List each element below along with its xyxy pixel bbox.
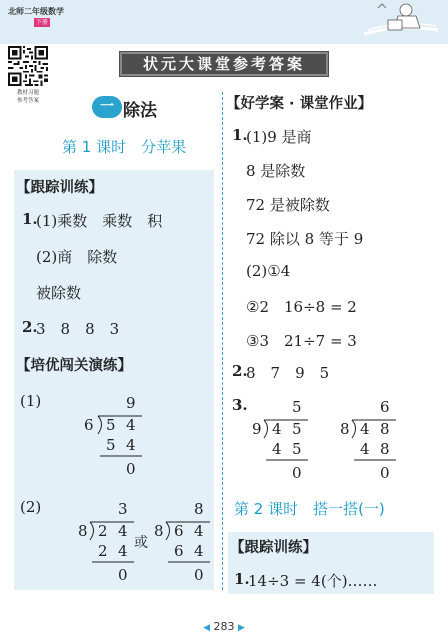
- d2b-dividend-tens: 6: [174, 522, 184, 540]
- r-q1-line3: 72 是被除数: [246, 196, 330, 214]
- d2b-divisor: 8: [154, 522, 164, 540]
- r-q1-line5: (2)①4: [246, 262, 291, 280]
- r-q2-answers: 8 7 9 5: [246, 364, 330, 382]
- q1-line2: (2)商 除数: [36, 248, 118, 266]
- r-q4-number: 1.: [234, 570, 250, 588]
- q1-line1: (1)乘数 乘数 积: [36, 212, 163, 230]
- d1-dividend-ones: 4: [126, 416, 136, 434]
- r3a-product-ones: 5: [292, 440, 302, 458]
- r-q1-line6: ②2 16÷8 = 2: [246, 298, 357, 316]
- r3b-product-ones: 8: [380, 440, 390, 458]
- q2-number: 2.: [22, 318, 38, 336]
- d2-label: (2): [20, 498, 42, 516]
- page-number: [196, 620, 252, 633]
- r3b-divisor: 8: [340, 420, 350, 438]
- r-q3-number: 3.: [232, 396, 248, 414]
- page-banner: 状元大课堂参考答案: [120, 52, 328, 76]
- r3b-dividend-tens: 4: [360, 420, 370, 438]
- r3a-quotient: 5: [292, 398, 302, 416]
- unit-title: 除法: [123, 101, 157, 121]
- r3a-divisor: 9: [252, 420, 262, 438]
- r3b-quotient: 6: [380, 398, 390, 416]
- d2a-dividend-tens: 2: [98, 522, 108, 540]
- long-division-3b: [340, 398, 404, 482]
- long-division-2b: [154, 500, 218, 584]
- r3b-dividend-ones: 8: [380, 420, 390, 438]
- d1-product-tens: 5: [106, 436, 116, 454]
- unit-number: 一: [100, 99, 114, 115]
- r-q4-text: 14÷3 = 4(个)……: [248, 572, 378, 590]
- column-divider: [222, 92, 223, 590]
- d2b-product-tens: 6: [174, 542, 184, 560]
- d1-product-ones: 4: [126, 436, 136, 454]
- or-word: 或: [134, 535, 148, 551]
- r3b-bracket: [352, 420, 356, 438]
- d2b-remainder: 0: [194, 566, 204, 584]
- r-q1-line1: (1)9 是商: [246, 128, 312, 146]
- d2b-dividend-ones: 4: [194, 522, 204, 540]
- reading-kid-illustration-icon: [358, 0, 442, 44]
- r-q2-number: 2.: [232, 362, 248, 380]
- d2a-dividend-ones: 4: [118, 522, 128, 540]
- d1-label: (1): [20, 392, 42, 410]
- r3a-remainder: 0: [292, 464, 302, 482]
- r3a-product-tens: 4: [272, 440, 282, 458]
- section-advanced-practice: 【培优闯关演练】: [16, 358, 132, 374]
- r3a-dividend-tens: 4: [272, 420, 282, 438]
- section-tracking-practice: 【跟踪训练】: [16, 180, 103, 196]
- long-division-3a: [252, 398, 316, 482]
- qr-label-line1: 教材习题: [16, 90, 39, 96]
- r3b-remainder: 0: [380, 464, 390, 482]
- next-triangle-icon: ▶: [238, 623, 245, 633]
- d2b-bracket: [166, 522, 170, 540]
- section-classwork: 【好学案 · 课堂作业】: [226, 96, 373, 112]
- long-division-2a: [78, 500, 142, 584]
- lesson2-title: 第 2 课时 搭一搭(一): [234, 500, 385, 518]
- r3a-bracket: [264, 420, 268, 438]
- d2a-product-tens: 2: [98, 542, 108, 560]
- d1-divisor: 6: [84, 416, 94, 434]
- q1-number: 1.: [22, 210, 38, 228]
- r-q1-number: 1.: [232, 126, 248, 144]
- d2a-quotient: 3: [118, 500, 128, 518]
- q1-line3: 被除数: [36, 284, 82, 302]
- d1-dividend-tens: 5: [106, 416, 116, 434]
- r-q1-line7: ③3 21÷7 = 3: [246, 332, 357, 350]
- r-q1-line4: 72 除以 8 等于 9: [246, 230, 364, 248]
- long-division-1: [84, 394, 154, 478]
- lesson-title: 第 1 课时 分苹果: [62, 138, 187, 156]
- page-number-value: 283: [213, 620, 235, 633]
- prev-triangle-icon: ◀: [203, 623, 210, 633]
- r-q1-line2: 8 是除数: [246, 162, 306, 180]
- d2a-product-ones: 4: [118, 542, 128, 560]
- q2-answers: 3 8 8 3: [36, 320, 120, 338]
- d1-remainder: 0: [126, 460, 136, 478]
- d2a-bracket: [90, 522, 94, 540]
- r3a-dividend-ones: 5: [292, 420, 302, 438]
- volume-badge: 下册: [35, 19, 48, 26]
- qr-code[interactable]: [8, 46, 48, 86]
- qr-label-line2: 参考答案: [16, 98, 39, 104]
- r3b-product-tens: 4: [360, 440, 370, 458]
- d1-bracket: [98, 416, 102, 434]
- d2b-product-ones: 4: [194, 542, 204, 560]
- d1-quotient: 9: [126, 394, 136, 412]
- d2a-remainder: 0: [118, 566, 128, 584]
- section-tracking-practice-2: 【跟踪训练】: [230, 540, 317, 556]
- book-title: 北师二年级数学: [8, 7, 64, 16]
- d2a-divisor: 8: [78, 522, 88, 540]
- d2b-quotient: 8: [194, 500, 204, 518]
